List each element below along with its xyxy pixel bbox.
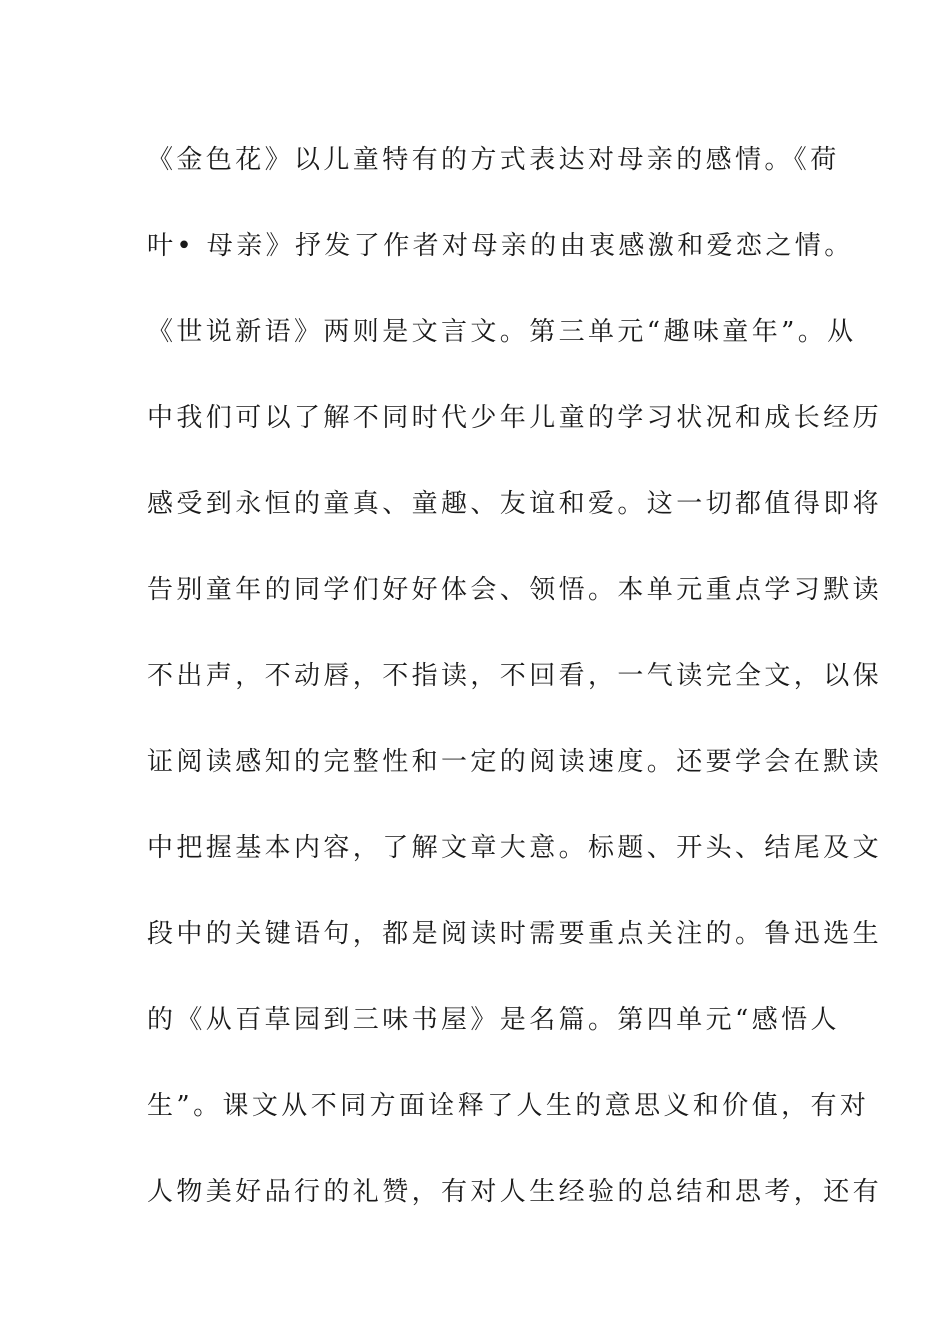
text-line-7: 不出声，不动唇，不指读，不回看，一气读完全文，以保 <box>147 661 883 691</box>
text-line-8: 证阅读感知的完整性和一定的阅读速度。还要学会在默读 <box>147 747 883 777</box>
text-line-11: 的《从百草园到三味书屋》是名篇。第四单元“感悟人 <box>147 1005 840 1035</box>
text-line-2: 叶• 母亲》抒发了作者对母亲的由衷感激和爱恋之情。 <box>147 231 854 261</box>
text-line-3: 《世说新语》两则是文言文。第三单元“趣味童年”。从 <box>147 317 857 347</box>
text-line-10: 段中的关键语句，都是阅读时需要重点关注的。鲁迅选生 <box>147 919 883 949</box>
body-text <box>147 134 883 1252</box>
text-line-12: 生”。课文从不同方面诠释了人生的意思义和价值，有对 <box>147 1091 870 1121</box>
text-line-6: 告别童年的同学们好好体会、领悟。本单元重点学习默读 <box>147 575 883 605</box>
text-line-9: 中把握基本内容，了解文章大意。标题、开头、结尾及文 <box>147 833 883 863</box>
text-line-13: 人物美好品行的礼赞，有对人生经验的总结和思考，还有 <box>147 1177 883 1207</box>
text-line-5: 感受到永恒的童真、童趣、友谊和爱。这一切都值得即将 <box>147 489 883 519</box>
text-line-4: 中我们可以了解不同时代少年儿童的学习状况和成长经历 <box>147 403 883 433</box>
text-line-1: 《金色花》以儿童特有的方式表达对母亲的感情。《荷 <box>147 145 840 175</box>
